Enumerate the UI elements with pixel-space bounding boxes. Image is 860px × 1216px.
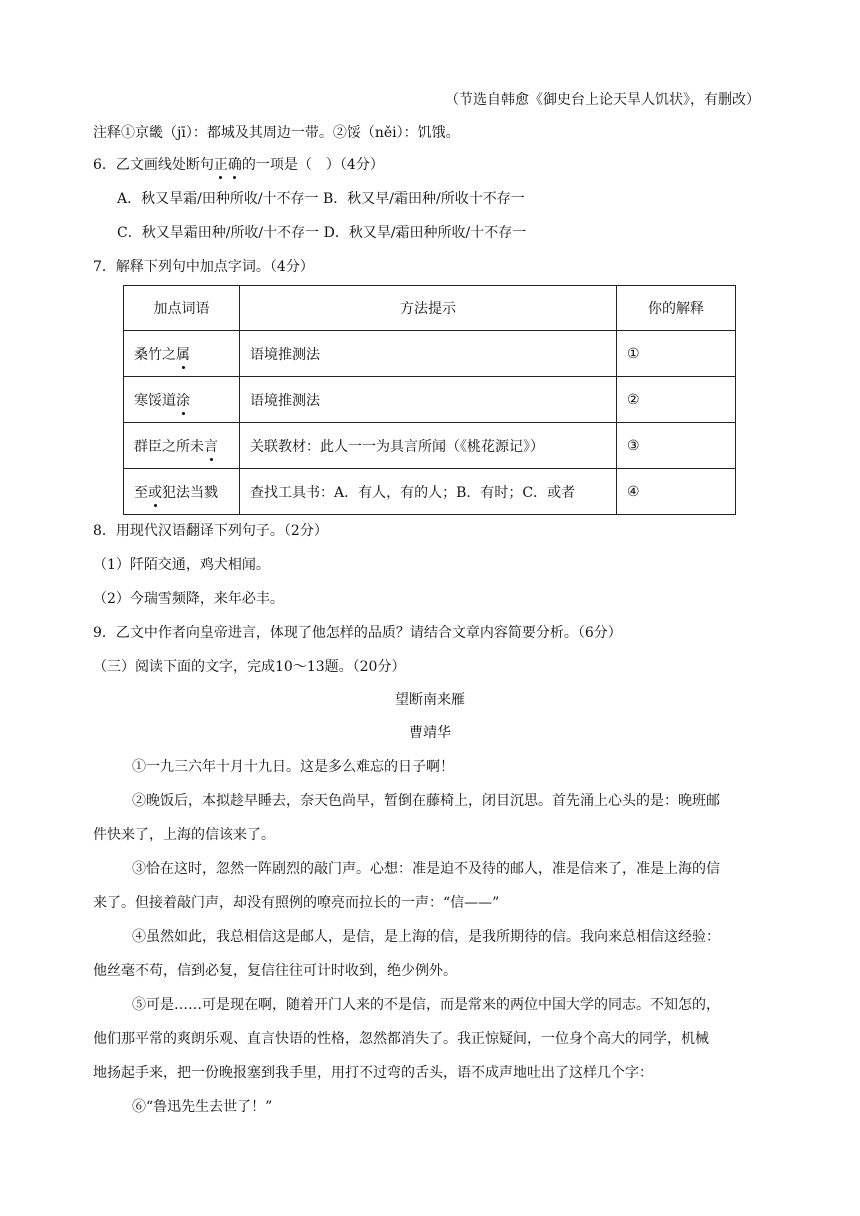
passage-line: 他们那平常的爽朗乐观、直言快语的性格，忽然都消失了。我正惊疑间，一位身个高大的同学，机械 xyxy=(93,1031,709,1047)
question-8-sentence-1: （1）阡陌交通，鸡犬相闻。 xyxy=(93,557,270,573)
question-6-options-ab: A．秋又旱霜/田种所收/十不存一 B．秋又早/霜田种/所收十不存一 xyxy=(117,191,525,207)
passage-line: 他丝毫不苟，信到必复，复信往往可计时收到，绝少例外。 xyxy=(93,963,457,979)
method-cell: 语境推测法 xyxy=(240,331,617,377)
passage-line: ⑥“鲁迅先生去世了！” xyxy=(132,1099,273,1115)
vocab-table xyxy=(123,285,736,515)
question-8-sentence-2: （2）今瑞雪频降，来年必丰。 xyxy=(93,591,284,607)
table-row xyxy=(124,423,736,469)
method-cell: 查找工具书：A．有人，有的人；B．有时；C．或者 xyxy=(240,469,617,515)
dotted-word-cell: 群臣之所未言 xyxy=(124,423,240,469)
method-cell: 语境推测法 xyxy=(240,377,617,423)
answer-cell: ④ xyxy=(617,469,736,515)
answer-cell: ③ xyxy=(617,423,736,469)
passage-line: 地扬起手来，把一份晚报塞到我手里，用打不过弯的舌头，语不成声地吐出了这样几个字： xyxy=(93,1065,653,1081)
passage-line: ⑤可是……可是现在啊，随着开门人来的不是信，而是常来的两位中国大学的同志。不知怎的， xyxy=(132,997,720,1013)
question-9-stem: 9．乙文中作者向皇帝进言，体现了他怎样的品质？请结合文章内容简要分析。（6分） xyxy=(93,625,622,641)
source-note: （节选自韩愈《御史台上论天旱人饥状》，有删改） xyxy=(445,92,760,108)
passage-line: 件快来了，上海的信该来了。 xyxy=(93,827,275,843)
method-cell: 关联教材：此人一一为具言所闻（《桃花源记》） xyxy=(240,423,617,469)
question-8-stem: 8．用现代汉语翻译下列句子。（2分） xyxy=(93,523,328,539)
answer-cell: ① xyxy=(617,331,736,377)
answer-cell: ② xyxy=(617,377,736,423)
question-7-stem: 7．解释下列句中加点字词。（4分） xyxy=(93,259,314,275)
passage-title: 望断南来雁 xyxy=(395,692,465,708)
question-6-stem: 6．乙文画线处断句正确的一项是（ ）（4分） xyxy=(93,157,384,173)
question-6-options-cd: C．秋又旱霜田种/所收/十不存一 D．秋又旱/霜田种所收/十不存一 xyxy=(117,225,527,241)
dotted-word-cell: 寒馁道涂 xyxy=(124,377,240,423)
table-row xyxy=(124,377,736,423)
annotation-note: 注释①京畿（jī）：都城及其周边一带。②馁（něi）：饥饿。 xyxy=(93,125,460,141)
section-3-heading: （三）阅读下面的文字，完成10～13题。（20分） xyxy=(93,659,406,675)
passage-line: ④虽然如此，我总相信这是邮人，是信，是上海的信，是我所期待的信。我向来总相信这经验： xyxy=(132,929,720,945)
passage-line: ③恰在这时，忽然一阵剧烈的敲门声。心想：准是迫不及待的邮人，准是信来了，准是上海的信 xyxy=(132,861,720,877)
table-header-cell: 方法提示 xyxy=(240,286,617,331)
table-header-cell: 你的解释 xyxy=(617,286,736,331)
passage-line: ②晚饭后，本拟趁早睡去，奈天色尚早，暂倒在藤椅上，闭目沉思。首先涌上心头的是：晚班邮 xyxy=(132,793,720,809)
dotted-word-cell: 桑竹之属 xyxy=(124,331,240,377)
table-row xyxy=(124,469,736,515)
passage-author: 曹靖华 xyxy=(409,725,451,741)
table-header-row xyxy=(124,286,736,331)
passage-line: 来了。但接着敲门声，却没有照例的嘹亮而拉长的一声：“信——” xyxy=(93,895,500,911)
table-row xyxy=(124,331,736,377)
passage-line: ①一九三六年十月十九日。这是多么难忘的日子啊！ xyxy=(132,759,454,775)
dotted-word-cell: 至或犯法当戮 xyxy=(124,469,240,515)
table-header-cell: 加点词语 xyxy=(124,286,240,331)
